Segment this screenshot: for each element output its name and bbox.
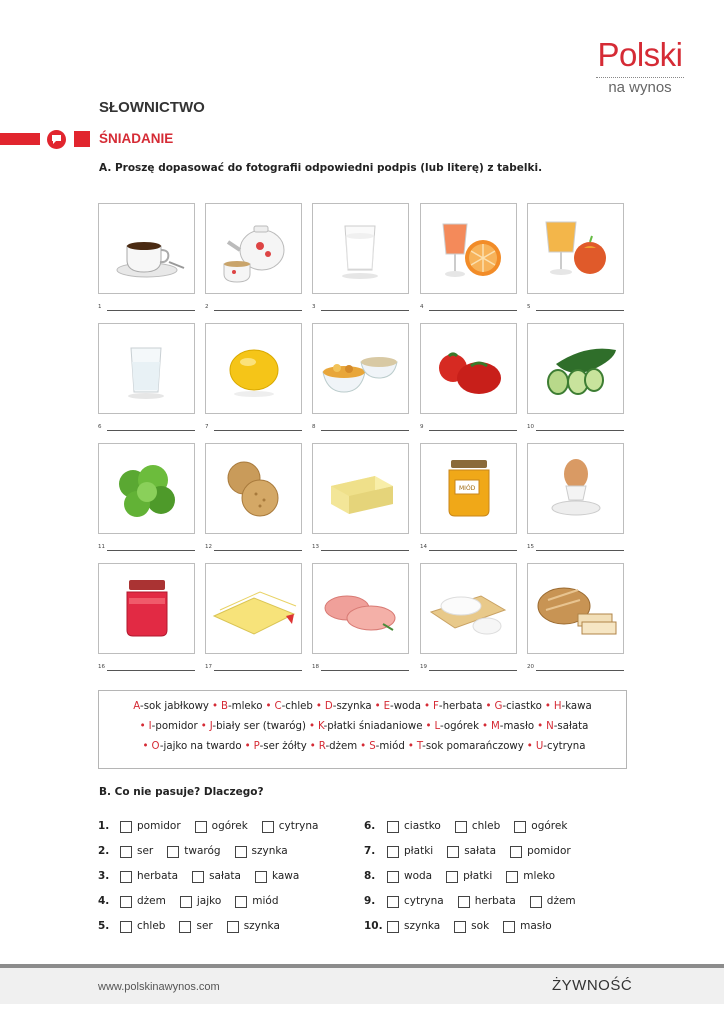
answer-line[interactable] — [214, 550, 302, 551]
photo-number: 12 — [205, 544, 212, 550]
key-dash: - — [332, 701, 337, 712]
answer-line[interactable] — [429, 670, 517, 671]
exercise-checkbox[interactable] — [458, 896, 470, 908]
exercise-word: chleb — [471, 820, 501, 832]
key-word: sałata — [557, 721, 589, 732]
topic-title: ŚNIADANIE — [99, 131, 174, 146]
exercise-word: sałata — [464, 845, 497, 857]
exercise-number: 9. — [364, 895, 376, 907]
key-letter: O — [151, 741, 160, 752]
key-word: biały ser (twaróg) — [216, 721, 306, 732]
photo-lemon — [205, 323, 302, 414]
exercise-word: ogórek — [211, 820, 248, 832]
cucumber-icon — [528, 324, 623, 413]
exercise-checkbox[interactable] — [387, 896, 399, 908]
exercise-word: mleko — [523, 870, 556, 882]
answer-line[interactable] — [214, 310, 302, 311]
exercise-number: 8. — [364, 870, 376, 882]
key-word: chleb — [285, 701, 313, 712]
key-letter: P — [253, 741, 260, 752]
key-letter: G — [494, 701, 503, 712]
exercise-checkbox[interactable] — [387, 846, 399, 858]
exercise-checkbox[interactable] — [387, 871, 399, 883]
exercise-word: twaróg — [184, 845, 221, 857]
key-letter: S — [369, 741, 376, 752]
exercise-word: herbata — [137, 870, 179, 882]
key-letter: K — [317, 721, 324, 732]
key-word: woda — [393, 701, 421, 712]
photo-cereal — [312, 323, 409, 414]
bullet-separator: • — [360, 741, 367, 752]
answer-line[interactable] — [536, 670, 624, 671]
exercise-checkbox[interactable] — [235, 896, 247, 908]
photo-number: 11 — [98, 544, 105, 550]
key-word: ser żółty — [263, 741, 307, 752]
exercise-checkbox[interactable] — [510, 846, 522, 858]
answer-line[interactable] — [107, 550, 195, 551]
key-letter: F — [433, 701, 439, 712]
bullet-separator: • — [309, 741, 316, 752]
photo-cucumber — [527, 323, 624, 414]
answer-line[interactable] — [321, 430, 409, 431]
exercise-checkbox[interactable] — [235, 846, 247, 858]
decorative-red-bar — [0, 133, 40, 145]
key-word: sok jabłkowy — [143, 701, 209, 712]
bullet-separator: • — [244, 741, 251, 752]
biscuits-icon — [206, 444, 301, 533]
key-word: mleko — [231, 701, 263, 712]
exercise-word: masło — [520, 920, 552, 932]
key-letter: B — [220, 701, 228, 712]
key-dash: - — [375, 741, 380, 752]
exercise-checkbox[interactable] — [120, 846, 132, 858]
key-letter: N — [546, 721, 554, 732]
bread-icon — [528, 564, 623, 653]
lettuce-icon — [99, 444, 194, 533]
exercise-word: cytryna — [404, 895, 444, 907]
exercise-word: jajko — [196, 895, 222, 907]
answer-line[interactable] — [107, 310, 195, 311]
cottage-cheese-icon — [421, 564, 516, 653]
photo-number: 19 — [420, 664, 427, 670]
key-word: dżem — [329, 741, 358, 752]
exercise-number: 6. — [364, 820, 376, 832]
decorative-red-square — [74, 131, 90, 147]
exercise-number: 5. — [98, 920, 110, 932]
exercise-word: dżem — [137, 895, 166, 907]
key-dash: - — [543, 741, 547, 752]
key-letter: L — [434, 721, 441, 732]
key-word: szynka — [336, 701, 372, 712]
exercise-checkbox[interactable] — [447, 846, 459, 858]
key-dash: - — [499, 721, 504, 732]
bullet-separator: • — [537, 721, 544, 732]
bullet-separator: • — [139, 721, 146, 732]
key-dash: - — [502, 701, 507, 712]
exercise-word: pomidor — [137, 820, 181, 832]
photo-number: 6 — [98, 424, 102, 430]
key-letter: T — [416, 741, 423, 752]
exercise-number: 10. — [364, 920, 383, 932]
photo-number: 9 — [420, 424, 424, 430]
answer-line[interactable] — [214, 670, 302, 671]
photo-yellow-cheese — [205, 563, 302, 654]
exercise-checkbox[interactable] — [227, 921, 239, 933]
key-dash: - — [151, 721, 156, 732]
key-word: jajko na twardo — [163, 741, 242, 752]
bullet-separator: • — [265, 701, 272, 712]
exercise-word: sałata — [209, 870, 241, 882]
exercise-number: 7. — [364, 845, 376, 857]
photo-bread — [527, 563, 624, 654]
butter-icon — [313, 444, 408, 533]
exercise-number: 3. — [98, 870, 110, 882]
coffee-cup-icon — [99, 204, 194, 293]
exercise-checkbox[interactable] — [455, 821, 467, 833]
key-letter: H — [553, 701, 562, 712]
photo-coffee-cup — [98, 203, 195, 294]
answer-line[interactable] — [536, 430, 624, 431]
key-word: płatki śniadaniowe — [327, 721, 423, 732]
exercise-checkbox[interactable] — [530, 896, 542, 908]
vocabulary-key-row — [99, 721, 626, 732]
key-word: cytryna — [546, 741, 586, 752]
key-dash: - — [422, 741, 426, 752]
key-dash: - — [438, 701, 443, 712]
photo-number: 1 — [98, 304, 102, 310]
answer-line[interactable] — [107, 670, 195, 671]
key-dash: - — [259, 741, 264, 752]
photo-number: 3 — [312, 304, 316, 310]
task-b-instruction: B. Co nie pasuje? Dlaczego? — [99, 786, 264, 798]
answer-line[interactable] — [429, 310, 517, 311]
key-letter: A — [133, 701, 141, 712]
key-letter: E — [383, 701, 391, 712]
exercise-word: ser — [196, 920, 213, 932]
exercise-checkbox[interactable] — [262, 821, 274, 833]
bullet-separator: • — [544, 701, 551, 712]
photo-cottage-cheese — [420, 563, 517, 654]
exercise-word: płatki — [404, 845, 434, 857]
key-dash: - — [323, 721, 328, 732]
photo-number: 14 — [420, 544, 427, 550]
exercise-checkbox[interactable] — [503, 921, 515, 933]
section-title: SŁOWNICTWO — [99, 99, 205, 116]
key-letter: U — [535, 741, 544, 752]
exercise-checkbox[interactable] — [180, 896, 192, 908]
exercise-checkbox[interactable] — [387, 921, 399, 933]
key-word: herbata — [442, 701, 483, 712]
exercise-checkbox[interactable] — [446, 871, 458, 883]
bullet-separator: • — [211, 701, 218, 712]
photo-number: 4 — [420, 304, 424, 310]
photo-number: 5 — [527, 304, 531, 310]
exercise-checkbox[interactable] — [120, 871, 132, 883]
exercise-checkbox[interactable] — [120, 821, 132, 833]
exercise-number: 4. — [98, 895, 110, 907]
answer-line[interactable] — [429, 550, 517, 551]
key-dash: - — [553, 721, 558, 732]
exercise-checkbox[interactable] — [255, 871, 267, 883]
photo-number: 2 — [205, 304, 209, 310]
photo-number: 15 — [527, 544, 534, 550]
exercise-word: dżem — [546, 895, 576, 907]
photo-milk-glass — [312, 203, 409, 294]
bullet-separator: • — [425, 721, 432, 732]
answer-line[interactable] — [321, 550, 409, 551]
exercise-word: kawa — [271, 870, 300, 882]
bullet-separator: • — [200, 721, 207, 732]
answer-line[interactable] — [321, 310, 409, 311]
honey-jar-icon — [421, 444, 516, 533]
exercise-word: szynka — [251, 845, 288, 857]
photo-number: 16 — [98, 664, 105, 670]
exercise-word: ciastko — [404, 820, 441, 832]
task-a-instruction: A. Proszę dopasować do fotografii odpowiedni podpis (lub literę) z tabelki. — [99, 162, 543, 174]
photo-biscuits — [205, 443, 302, 534]
exercise-word: woda — [404, 870, 433, 882]
answer-line[interactable] — [107, 430, 195, 431]
photo-number: 17 — [205, 664, 212, 670]
logo-sub-text: na wynos — [608, 79, 672, 96]
photo-jam-jar — [98, 563, 195, 654]
photo-butter — [312, 443, 409, 534]
key-letter: D — [324, 701, 333, 712]
photo-teapot — [205, 203, 302, 294]
answer-line[interactable] — [536, 310, 624, 311]
key-word: ciastko — [506, 701, 542, 712]
logo-main-text: Polski — [597, 36, 683, 73]
key-dash: - — [390, 701, 394, 712]
bullet-separator: • — [308, 721, 315, 732]
yellow-cheese-icon — [206, 564, 301, 653]
photo-number: 20 — [527, 664, 534, 670]
bullet-separator: • — [407, 741, 414, 752]
logo — [590, 38, 690, 96]
apple-juice-icon — [528, 204, 623, 293]
exercise-checkbox[interactable] — [506, 871, 518, 883]
key-dash: - — [159, 741, 164, 752]
photo-lettuce — [98, 443, 195, 534]
exercise-checkbox[interactable] — [454, 921, 466, 933]
lemon-icon — [206, 324, 301, 413]
photo-apple-juice — [527, 203, 624, 294]
bullet-separator: • — [485, 701, 492, 712]
key-word: sok pomarańczowy — [425, 741, 524, 752]
orange-juice-icon — [421, 204, 516, 293]
milk-glass-icon — [313, 204, 408, 293]
tomatoes-icon — [421, 324, 516, 413]
vocabulary-key-box — [98, 690, 627, 769]
key-dash: - — [561, 701, 566, 712]
answer-line[interactable] — [214, 430, 302, 431]
bullet-separator: • — [315, 701, 322, 712]
answer-line[interactable] — [429, 430, 517, 431]
photo-number: 8 — [312, 424, 316, 430]
boiled-egg-icon — [528, 444, 623, 533]
exercise-word: cytryna — [278, 820, 319, 832]
vocabulary-key-row — [99, 741, 626, 752]
key-word: pomidor — [155, 721, 198, 732]
exercise-checkbox[interactable] — [514, 821, 526, 833]
water-glass-icon — [99, 324, 194, 413]
exercise-word: szynka — [243, 920, 280, 932]
key-letter: C — [274, 701, 282, 712]
jam-jar-icon — [99, 564, 194, 653]
key-word: ogórek — [443, 721, 479, 732]
logo-divider — [596, 77, 684, 78]
exercise-checkbox[interactable] — [120, 921, 132, 933]
answer-line[interactable] — [321, 670, 409, 671]
bullet-separator: • — [481, 721, 488, 732]
exercise-word: ser — [137, 845, 154, 857]
exercise-number: 1. — [98, 820, 110, 832]
photo-number: 10 — [527, 424, 534, 430]
teapot-icon — [206, 204, 301, 293]
answer-line[interactable] — [536, 550, 624, 551]
exercise-checkbox[interactable] — [195, 821, 207, 833]
photo-number: 7 — [205, 424, 209, 430]
key-word: kawa — [565, 701, 592, 712]
exercise-checkbox[interactable] — [387, 821, 399, 833]
exercise-word: sok — [471, 920, 490, 932]
exercise-checkbox[interactable] — [120, 896, 132, 908]
photo-tomatoes — [420, 323, 517, 414]
key-letter: I — [148, 721, 152, 732]
cereal-icon — [313, 324, 408, 413]
key-word: masło — [503, 721, 535, 732]
ham-icon — [313, 564, 408, 653]
photo-orange-juice — [420, 203, 517, 294]
key-dash: - — [281, 701, 286, 712]
exercise-word: pomidor — [527, 845, 571, 857]
key-dash: - — [227, 701, 232, 712]
key-word: miód — [379, 741, 405, 752]
photo-ham — [312, 563, 409, 654]
exercise-number: 2. — [98, 845, 110, 857]
key-dash: - — [440, 721, 444, 732]
key-letter: J — [209, 721, 213, 732]
photo-number: 13 — [312, 544, 319, 550]
footer — [0, 964, 724, 1004]
photo-number: 18 — [312, 664, 319, 670]
key-letter: R — [318, 741, 326, 752]
vocabulary-key-row — [99, 701, 626, 712]
exercise-checkbox[interactable] — [179, 921, 191, 933]
speech-bubble-icon — [47, 130, 66, 149]
exercise-word: ogórek — [531, 820, 568, 832]
key-dash: - — [212, 721, 217, 732]
bullet-separator: • — [142, 741, 149, 752]
footer-url[interactable]: www.polskinawynos.com — [98, 981, 220, 993]
exercise-word: szynka — [404, 920, 441, 932]
exercise-checkbox[interactable] — [192, 871, 204, 883]
key-letter: M — [491, 721, 500, 732]
photo-honey-jar — [420, 443, 517, 534]
photo-boiled-egg — [527, 443, 624, 534]
exercise-word: płatki — [463, 870, 493, 882]
bullet-separator: • — [424, 701, 431, 712]
exercise-checkbox[interactable] — [167, 846, 179, 858]
photo-water-glass — [98, 323, 195, 414]
exercise-word: chleb — [137, 920, 166, 932]
footer-section-name: ŻYWNOŚĆ — [552, 977, 633, 994]
bullet-separator: • — [374, 701, 381, 712]
key-dash: - — [140, 701, 144, 712]
exercise-word: herbata — [474, 895, 516, 907]
key-dash: - — [325, 741, 330, 752]
svg-text:MIÓD: MIÓD — [459, 485, 476, 492]
exercise-word: miód — [252, 895, 279, 907]
bullet-separator: • — [526, 741, 533, 752]
